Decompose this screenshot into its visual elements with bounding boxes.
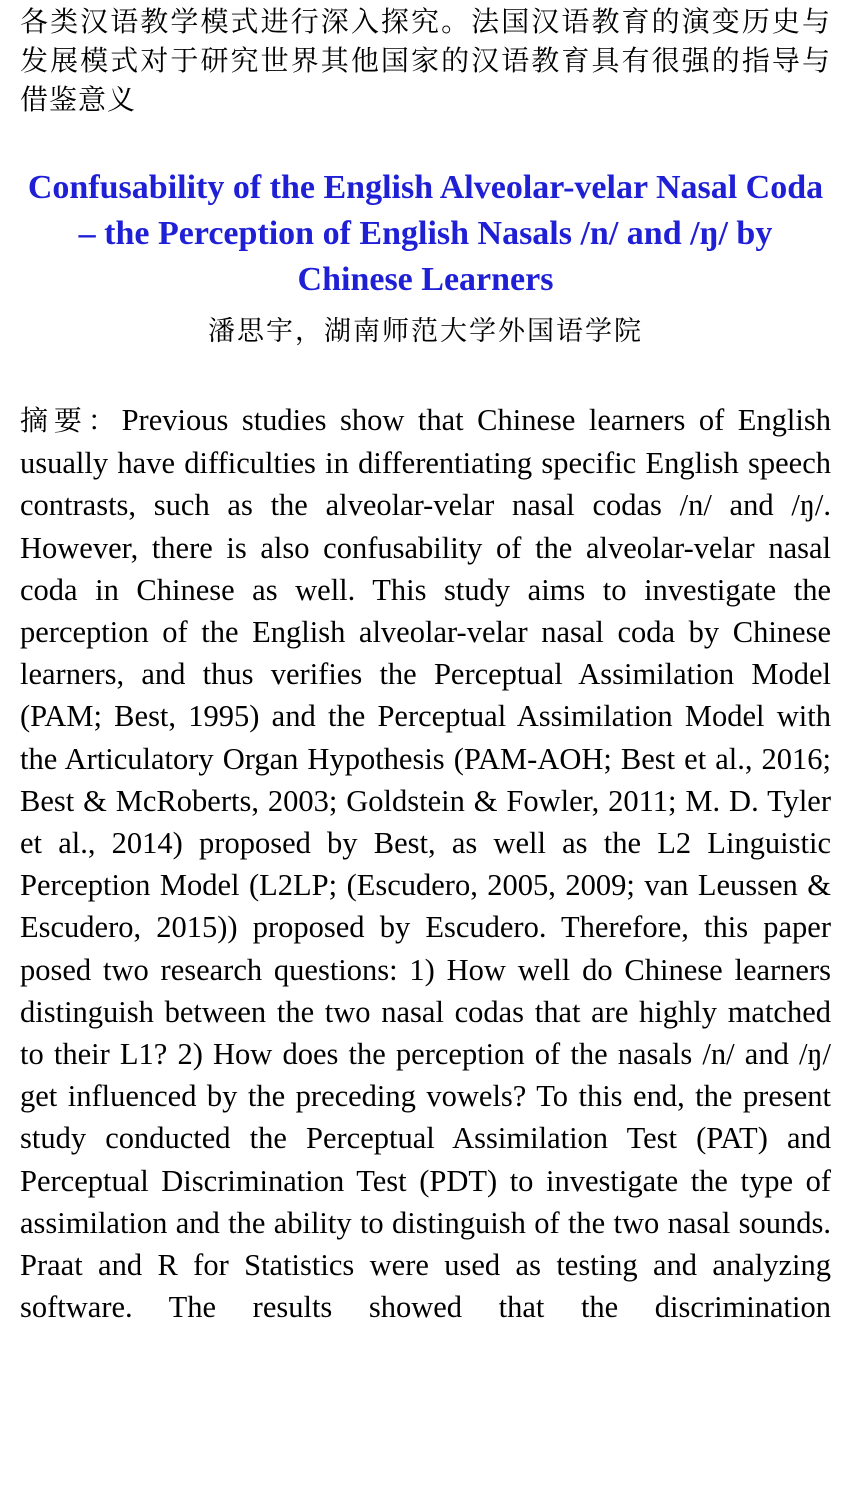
paper-page bbox=[20, 0, 831, 1328]
abstract-label: 摘要： bbox=[20, 404, 122, 437]
chinese-intro-paragraph: 各类汉语教学模式进行深入探究。法国汉语教育的演变历史与发展模式对于研究世界其他国家的汉语教育具有很强的指导与借鉴意义 bbox=[20, 5, 831, 116]
paper-title: Confusability of the English Alveolar-velar Nasal Coda – the Perception of English Nasals /n/ and /ŋ/ by Chinese Learners bbox=[27, 169, 824, 298]
author-affiliation: 潘思宇，湖南师范大学外国语学院 bbox=[208, 316, 643, 347]
abstract-paragraph bbox=[20, 399, 831, 1328]
abstract-body: Previous studies show that Chinese learners of English usually have difficulties in differentiating specific English speech contrasts, such as the alveolar-velar nasal codas /n/ and /ŋ/. However, there is also confusability of the alveolar-velar nasal coda in Chinese as well. This study aims to investigate the perception of the English alveolar-velar nasal coda by Chinese learners, and thus verifies the Perceptual Assimilation Model (PAM; Best, 1995) and the Perceptual Assimilation Model with the Articulatory Organ Hypothesis (PAM-AOH; Best et al., 2016; Best & McRoberts, 2003; Goldstein & Fowler, 2011; M. D. Tyler et al., 2014) proposed by Best, as well as the L2 Linguistic Perception Model (L2LP; (Escudero, 2005, 2009; van Leussen & Escudero, 2015)) proposed by Escudero. Therefore, this paper posed two research questions: 1) How well do Chinese learners distinguish between the two nasal codas that are highly matched to their L1? 2) How does the perception of the nasals /n/ and /ŋ/ get influenced by the preceding vowels? To this end, the present study conducted the Perceptual Assimilation Test (PAT) and Perceptual Discrimination Test (PDT) to investigate the type of assimilation and the ability to distinguish of the two nasal sounds. Praat and R for Statistics were used as testing and analyzing software. The results showed that the discrimination bbox=[20, 403, 831, 1325]
